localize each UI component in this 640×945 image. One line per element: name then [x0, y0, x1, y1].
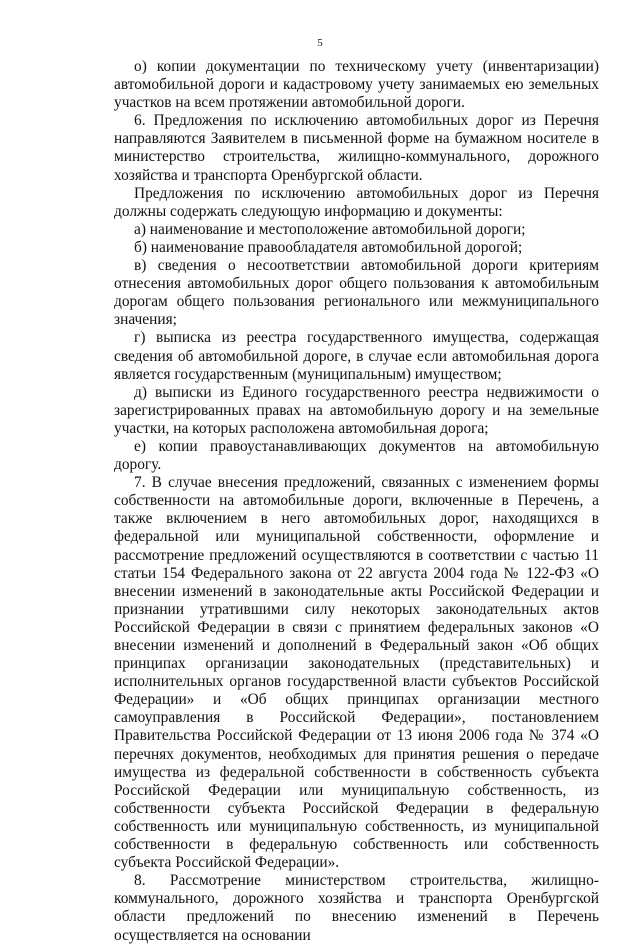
document-body — [114, 58, 599, 945]
paragraph-item-g: г) выписка из реестра государственного имущества, содержащая сведения об автомобильной дороге, в случае если автомобильная дорога является государственным (муниципальным) имуществом; — [114, 329, 599, 383]
paragraph-item-b: б) наименование правообладателя автомобильной дорогой; — [134, 238, 523, 256]
paragraph-item-v: в) сведения о несоответствии автомобильной дороги критериям отнесения автомобильных дорог общего пользования к автомобильным дорогам общего пользования регионального или межмуниципального значения; — [114, 257, 599, 329]
paragraph-item-e: е) копии правоустанавливающих документов на автомобильную дорогу. — [114, 437, 599, 474]
paragraph-clause-8: 8. Рассмотрение министерством строительства, жилищно-коммунального, дорожного хозяйства и транспорта Оренбургской области предложений по внесению изменений в Перечень осуществляется на основании — [114, 872, 599, 944]
paragraph-clause-7: 7. В случае внесения предложений, связанных с изменением формы собственности на автомобильные дороги, включенные в Перечень, а также включением в него автомобильных дорог, находящихся в федеральной или муниципальной собственности, оформление и рассмотрение предложений осуществляются в соответствии с частью 11 статьи 154 Федерального закона от 22 августа 2004 года № 122-ФЗ «О внесении изменений в законодательные акты Российской Федерации и признании утратившими силу некоторых законодательных актов Российской Федерации в связи с принятием федеральных законов «О внесении изменений и дополнений в Федеральный закон «Об общих принципах организации законодательных (представительных) и исполнительных органов государственной власти субъектов Российской Федерации» и «Об общих принципах организации местного самоуправления в Российской Федерации», постановлением Правительства Российской Федерации от 13 июня 2006 года № 374 «О перечнях документов, необходимых для принятия решения о передаче имущества из федеральной собственности в собственность субъекта Российской Федерации или муниципальную собственность, из собственности субъекта Российской Федерации в федеральную собственность или муниципальную собственность, из муниципальной собственности в федеральную собственность или собственность субъекта Российской Федерации». — [114, 474, 599, 872]
paragraph-clause-6: 6. Предложения по исключению автомобильных дорог из Перечня направляются Заявителем в письменной форме на бумажном носителе в министерство строительства, жилищно-коммунального, дорожного хозяйства и транспорта Оренбургской области. — [114, 112, 599, 184]
page-number: 5 — [317, 37, 323, 49]
paragraph-exclusion-requirements: Предложения по исключению автомобильных дорог из Перечня должны содержать следующую информацию и документы: — [114, 184, 599, 220]
paragraph-item-d: д) выписки из Единого государственного реестра недвижимости о зарегистрированных правах на автомобильную дорогу и на земельные участки, на которых расположена автомобильная дорога; — [114, 383, 599, 437]
paragraph-item-o: о) копии документации по техническому учету (инвентаризации) автомобильной дороги и кадастровому учету занимаемых ею земельных участков на всем протяжении автомобильной дороги. — [114, 58, 599, 112]
paragraph-item-a: а) наименование и местоположение автомобильной дороги; — [134, 220, 526, 238]
